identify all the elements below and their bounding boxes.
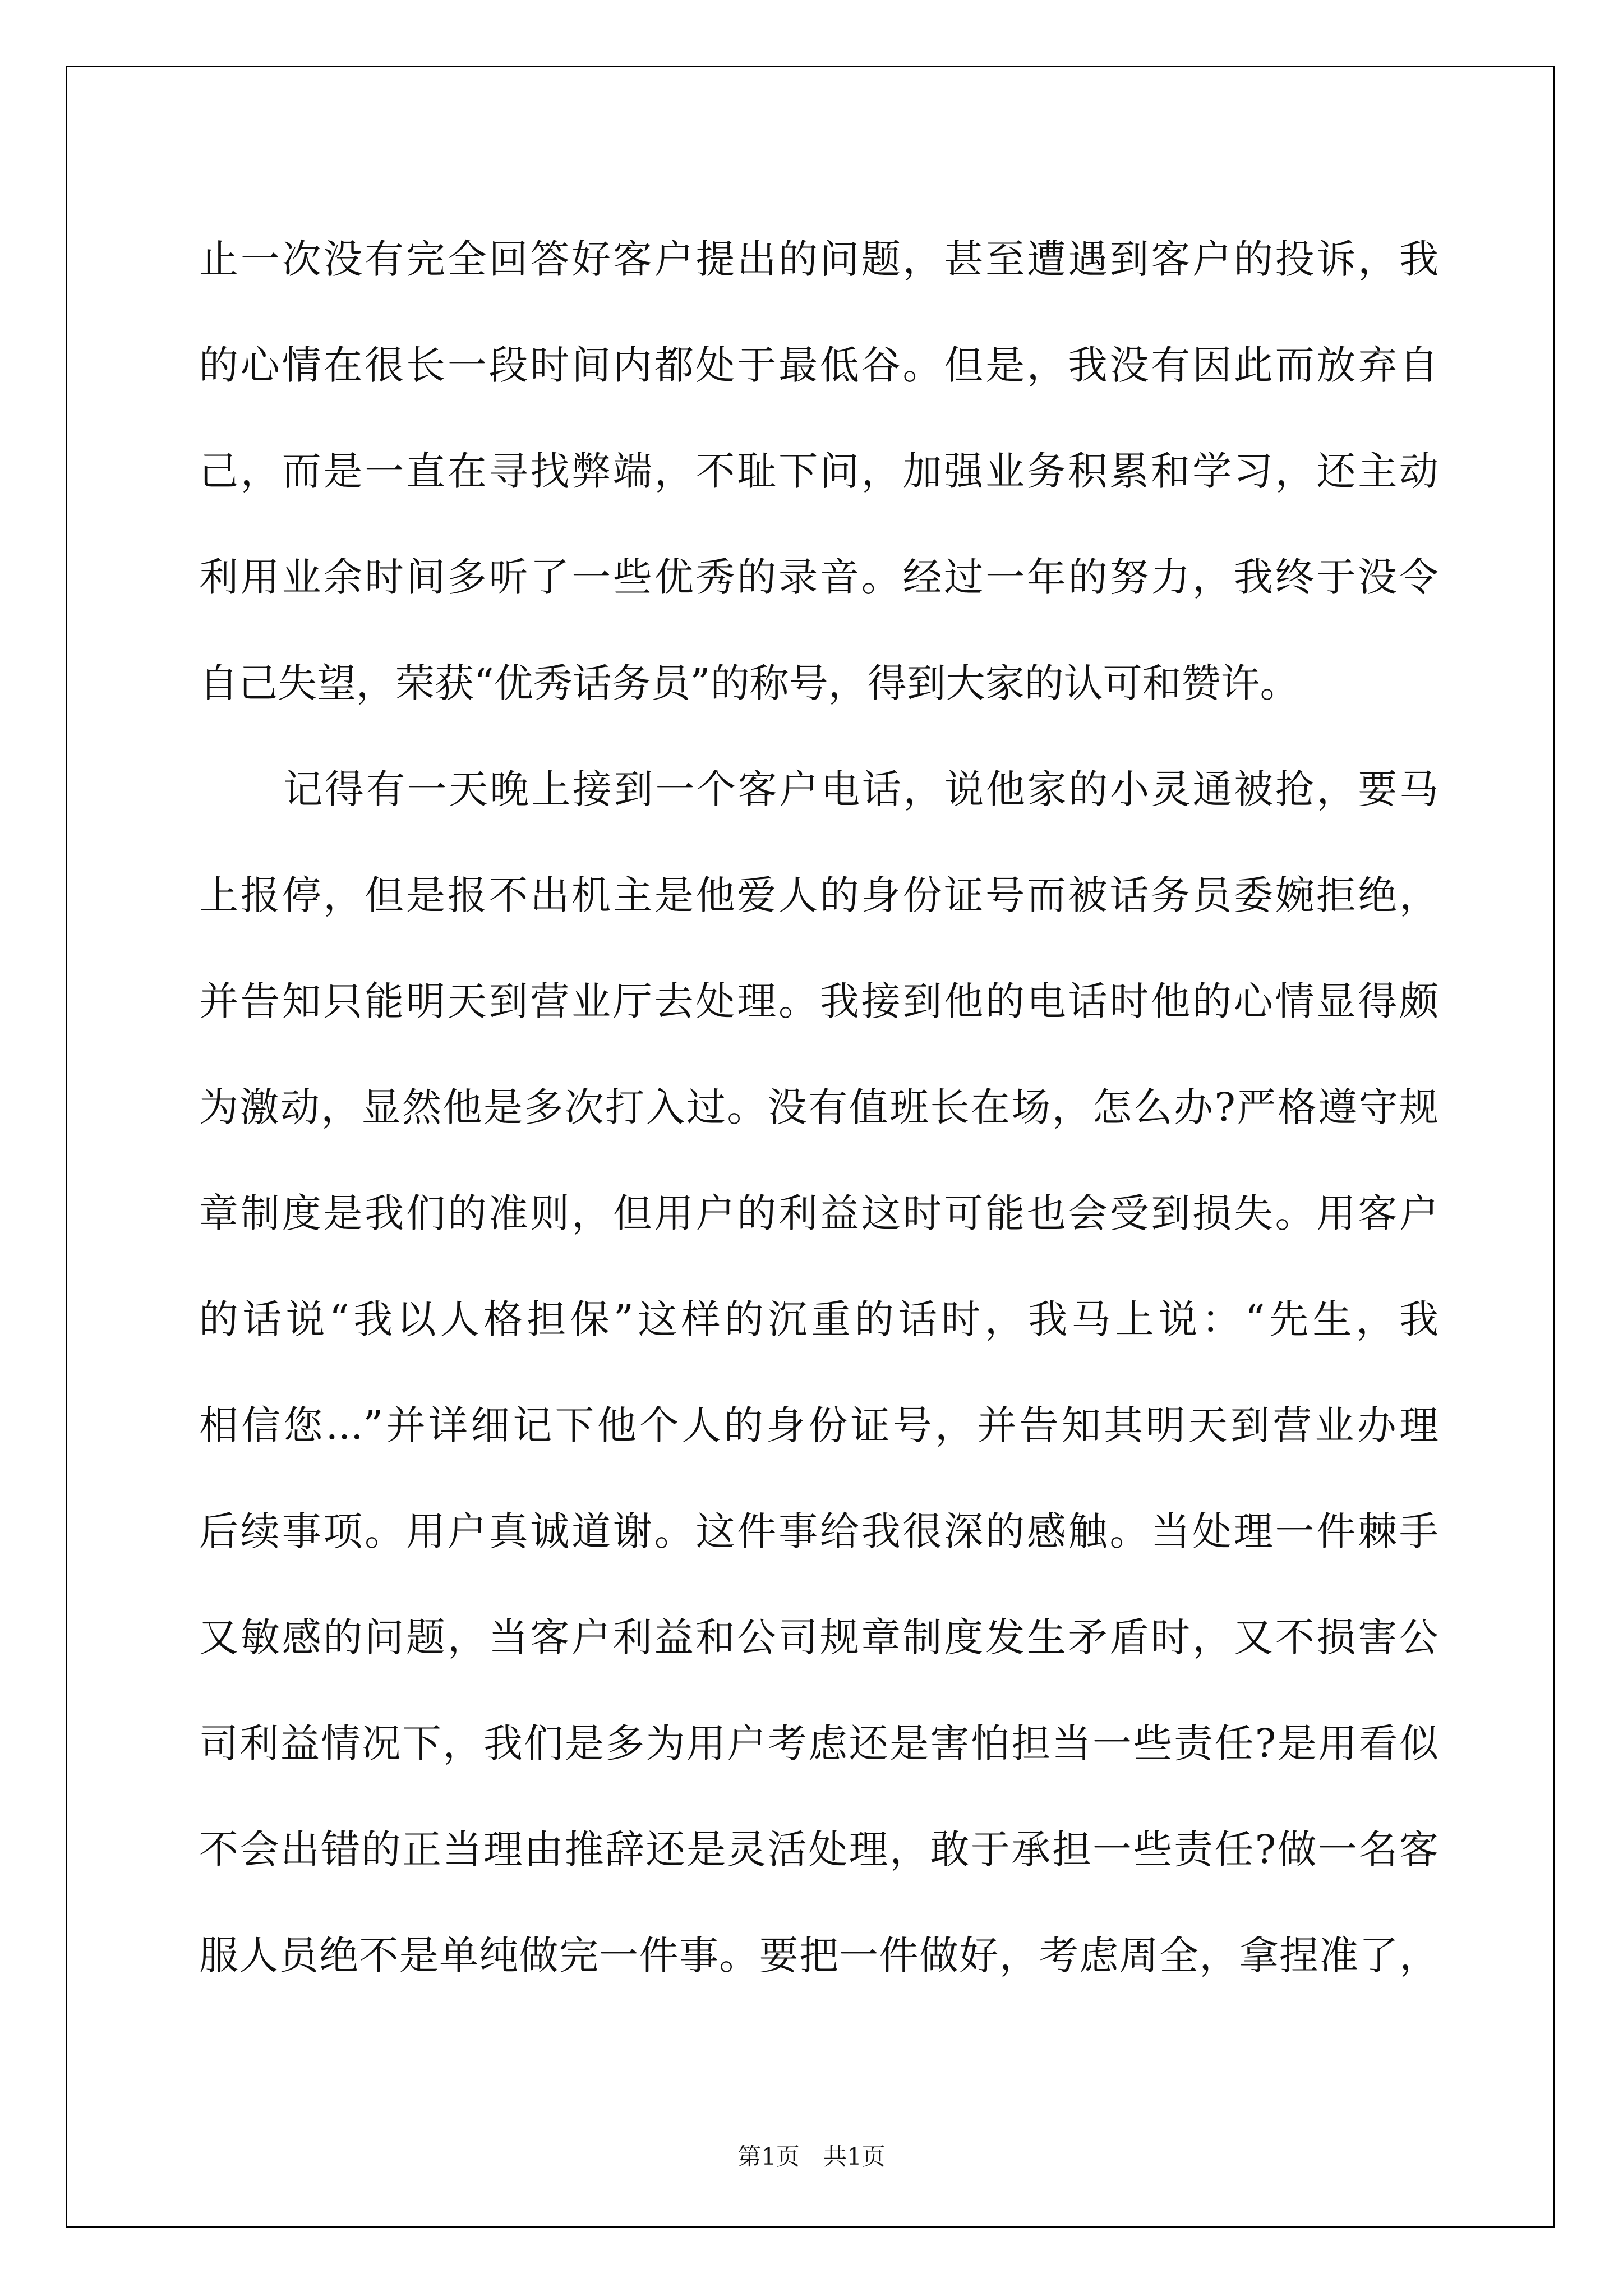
text-line: 利用业余时间多听了一些优秀的录音。经过一年的努力，我终于没令 (199, 554, 1438, 600)
page-number: 第1页 共1页 (737, 2143, 886, 2170)
text-line: 并告知只能明天到营业厅去处理。我接到他的电话时他的心情显得颇 (199, 978, 1438, 1024)
text-line: 服人员绝不是单纯做完一件事。要把一件做好，考虑周全，拿捏准了， (199, 1932, 1438, 1978)
text-line: 不会出错的正当理由推辞还是灵活处理，敢于承担一些责任?做一名客 (199, 1826, 1438, 1872)
text-line: 己，而是一直在寻找弊端，不耻下问，加强业务积累和学习，还主动 (199, 448, 1438, 494)
text-line: 又敏感的问题，当客户利益和公司规章制度发生矛盾时，又不损害公 (199, 1614, 1438, 1660)
paragraph-first-line: 记得有一天晚上接到一个客户电话，说他家的小灵通被抢，要马 (283, 766, 1438, 812)
text-line: 章制度是我们的准则，但用户的利益这时可能也会受到损失。用客户 (199, 1190, 1438, 1236)
text-line: 止一次没有完全回答好客户提出的问题，甚至遭遇到客户的投诉，我 (199, 236, 1438, 282)
text-line: 司利益情况下，我们是多为用户考虑还是害怕担当一些责任?是用看似 (199, 1720, 1438, 1766)
document-body (199, 206, 1438, 2009)
text-line: 后续事项。用户真诚道谢。这件事给我很深的感触。当处理一件棘手 (199, 1508, 1438, 1554)
text-line: 自己失望，荣获“优秀话务员”的称号，得到大家的认可和赞许。 (199, 660, 1299, 706)
text-line: 为激动，显然他是多次打入过。没有值班长在场，怎么办?严格遵守规 (199, 1084, 1438, 1130)
text-line: 的话说“我以人格担保”这样的沉重的话时，我马上说：“先生，我 (199, 1296, 1438, 1342)
text-line: 的心情在很长一段时间内都处于最低谷。但是，我没有因此而放弃自 (199, 342, 1438, 388)
text-line: 上报停，但是报不出机主是他爱人的身份证号而被话务员委婉拒绝， (199, 872, 1438, 918)
text-line: 相信您...”并详细记下他个人的身份证号，并告知其明天到营业办理 (199, 1402, 1438, 1448)
